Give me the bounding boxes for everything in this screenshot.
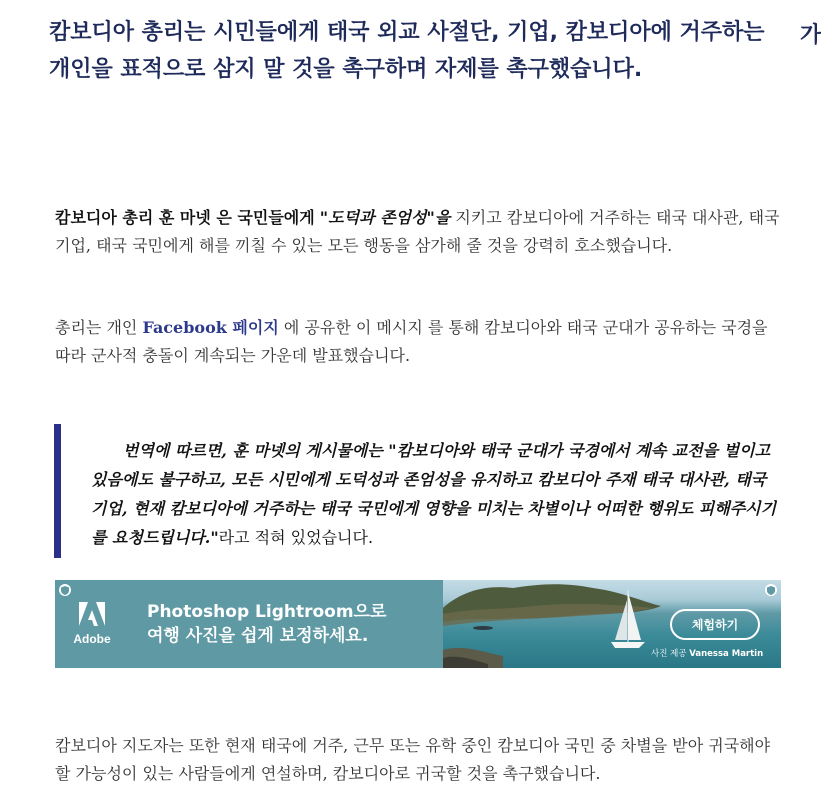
clipped-edge-text: 가	[800, 23, 821, 48]
blockquote-tail: 라고 적혀 있었습니다.	[218, 528, 374, 547]
intro-lead-text: 캄보디아 총리 훈 마넷 은 국민들에게	[55, 208, 315, 227]
intro-quoted-phrase: "도덕과 존엄성"을	[319, 208, 451, 227]
blockquote	[91, 436, 786, 552]
adobe-a-icon	[79, 602, 105, 626]
photo-credit	[651, 647, 763, 659]
blockquote-bar	[54, 424, 61, 558]
ad-shield-icon	[59, 584, 71, 596]
facebook-before-text: 총리는 개인	[55, 318, 143, 337]
facebook-page-link[interactable]: Facebook 페이지	[142, 318, 279, 337]
facebook-after-text: 에 공유한 이 메시지 를 통해 캄보디아와 태국 군대가 공유하는 국경을 따라 군사적 충돌이 계속되는 가운데 발표했습니다.	[55, 318, 768, 365]
photo-credit-name: Vanessa Martin	[689, 649, 764, 659]
ad-cta-button[interactable]: 체험하기	[670, 609, 760, 640]
ad-copy	[147, 600, 386, 648]
adobe-wordmark: Adobe	[73, 632, 111, 646]
photo-credit-label: 사진 제공	[651, 649, 687, 659]
paragraph-return: 캄보디아 지도자는 또한 현재 태국에 거주, 근무 또는 유학 중인 캄보디아 국민 중 차별을 받아 귀국해야 할 가능성이 있는 사람들에게 연설하며, 캄보디아로 귀국할 것을 촉구했습니다.	[55, 736, 771, 783]
paragraph-intro	[55, 204, 785, 260]
ad-headline-line1: Photoshop Lightroom으로	[147, 602, 387, 622]
paragraph-facebook	[55, 314, 785, 370]
blockquote-emphasis: 번역에 따르면, 훈 마넷의 게시물에는 "캄보디아와 태국 군대가 국경에서 계속 교전을 벌이고 있음에도 불구하고, 모든 시민에게 도덕성과 존엄성을 유지하고 캄보디아 주재 태국 대사관, 태국 기업, 현재 캄보디아에 거주하는 태국 국민에게 영향을 미치는 차별이나 어떠한 행위도 피해주시기를 요청드립니다."	[91, 441, 777, 547]
intro-rest-text: 지키고 캄보디아에 거주하는 태국 대사관, 태국 기업, 태국 국민에게 해를 끼칠 수 있는 모든 행동을 삼가해 줄 것을 강력히 호소했습니다.	[55, 208, 780, 255]
article-headline: 캄보디아 총리는 시민들에게 태국 외교 사절단, 기업, 캄보디아에 거주하는 개인을 표적으로 삼지 말 것을 촉구하며 자제를 촉구했습니다.	[49, 20, 765, 82]
ad-banner[interactable]	[55, 580, 781, 668]
ad-choices-icon[interactable]	[765, 584, 777, 596]
ad-headline-line2: 여행 사진을 쉽게 보정하세요.	[147, 626, 369, 646]
